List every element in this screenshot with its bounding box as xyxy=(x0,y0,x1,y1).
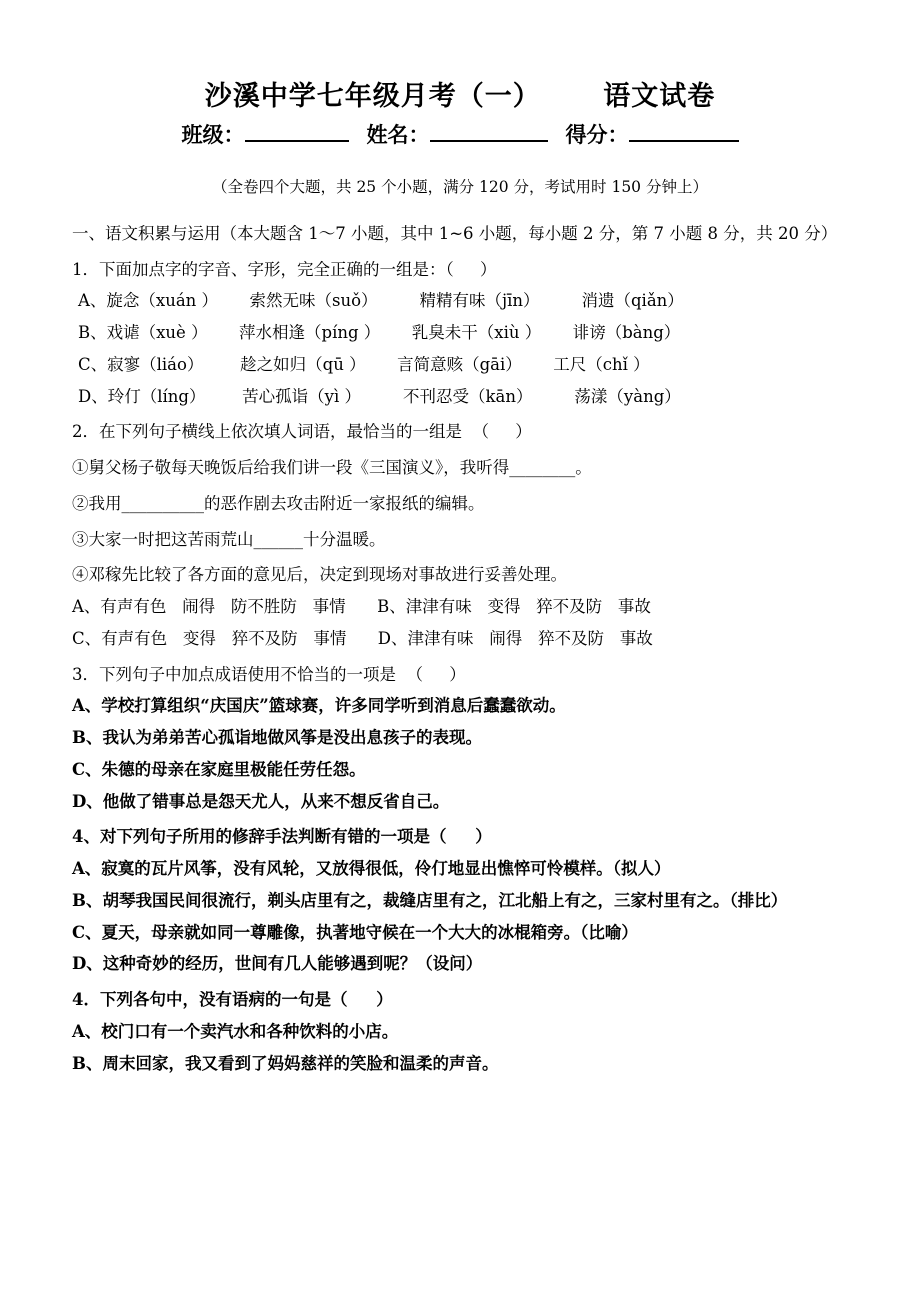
question-1-option-d: D、玲仃（líng） 苦心孤诣（yì ） 不刊忍受（kān） 荡漾（yàng） xyxy=(78,386,681,406)
question-2-options-cd: C、有声有色 变得 猝不及防 事情 D、津津有味 闹得 猝不及防 事故 xyxy=(72,628,653,648)
name-blank[interactable] xyxy=(430,123,548,142)
question-3-option-a: A、学校打算组织“庆国庆”篮球赛，许多同学听到消息后蠢蠢欲动。 xyxy=(72,696,566,716)
class-label: 班级： xyxy=(181,122,245,147)
question-2-blank-1: ①舅父杨子敬每天晚饭后给我们讲一段《三国演义》，我听得________。 xyxy=(72,458,592,478)
question-4b-option-a: A、校门口有一个卖汽水和各种饮料的小店。 xyxy=(72,1021,399,1041)
question-2-blank-4: ④邓稼先比较了各方面的意见后，决定到现场对事故进行妥善处理。 xyxy=(72,565,567,585)
question-3-option-d: D、他做了错事总是怨天尤人，从来不想反省自己。 xyxy=(72,791,450,811)
exam-subtitle: （全卷四个大题，共 25 个小题，满分 120 分，考试用时 150 分钟上） xyxy=(212,178,708,196)
section-heading-1: 一、语文积累与运用（本大题含 1～7 小题，其中 1~6 小题，每小题 2 分，第 7 小题 8 分，共 20 分） xyxy=(72,224,838,243)
question-4a-option-a: A、寂寞的瓦片风筝，没有风轮，又放得很低，伶仃地显出憔悴可怜模样。（拟人） xyxy=(72,859,671,879)
question-1-option-b: B、戏谑（xuè ） 萍水相逢（píng ） 乳臭未干（xiù ） 诽谤（bàng） xyxy=(78,323,681,343)
question-4a-stem: 4、对下列句子所用的修辞手法判断有错的一项是（ ） xyxy=(72,827,492,847)
page-title: 沙溪中学七年级月考（一） 语文试卷 xyxy=(204,81,716,112)
question-1-stem: 1．下面加点字的字音、字形，完全正确的一组是：（ ） xyxy=(72,259,497,279)
question-4a-option-b: B、胡琴我国民间很流行，剃头店里有之，裁缝店里有之，江北船上有之，三家村里有之。（排比） xyxy=(72,890,788,910)
question-4a-option-d: D、这种奇妙的经历，世间有几人能够遇到呢？（设问） xyxy=(72,954,483,974)
question-2-blank-3: ③大家一时把这苦雨荒山______十分温暖。 xyxy=(72,529,386,549)
score-blank[interactable] xyxy=(629,123,739,142)
question-2-blank-2: ②我用__________的恶作剧去攻击附近一家报纸的编辑。 xyxy=(72,493,485,513)
question-3-option-b: B、我认为弟弟苦心孤诣地做风筝是没出息孩子的表现。 xyxy=(72,728,482,748)
student-info-line xyxy=(72,119,848,149)
question-3-stem: 3．下列句子中加点成语使用不恰当的一项是 （ ） xyxy=(72,664,466,684)
question-4b-option-b: B、周末回家，我又看到了妈妈慈祥的笑脸和温柔的声音。 xyxy=(72,1053,499,1073)
question-2-stem: 2．在下列句子横线上依次填人词语，最恰当的一组是 （ ） xyxy=(72,422,532,442)
name-label: 姓名： xyxy=(366,122,430,147)
question-4b-stem: 4．下列各句中，没有语病的一句是（ ） xyxy=(72,990,393,1010)
question-2-options-ab: A、有声有色 闹得 防不胜防 事情 B、津津有味 变得 猝不及防 事故 xyxy=(72,597,651,617)
score-label: 得分： xyxy=(565,122,629,147)
question-1-option-c: C、寂寥（liáo） 趁之如归（qū ） 言简意赅（gāi） 工尺（chǐ ） xyxy=(78,354,650,374)
question-1-option-a: A、旋念（xuán ） 索然无味（suǒ） 精精有味（jīn） 消遗（qiǎn） xyxy=(78,291,684,311)
question-4a-option-c: C、夏天，母亲就如同一尊雕像，执著地守候在一个大大的冰棍箱旁。（比喻） xyxy=(72,922,638,942)
class-blank[interactable] xyxy=(245,123,349,142)
question-3-option-c: C、朱德的母亲在家庭里极能任劳任怨。 xyxy=(72,759,366,779)
